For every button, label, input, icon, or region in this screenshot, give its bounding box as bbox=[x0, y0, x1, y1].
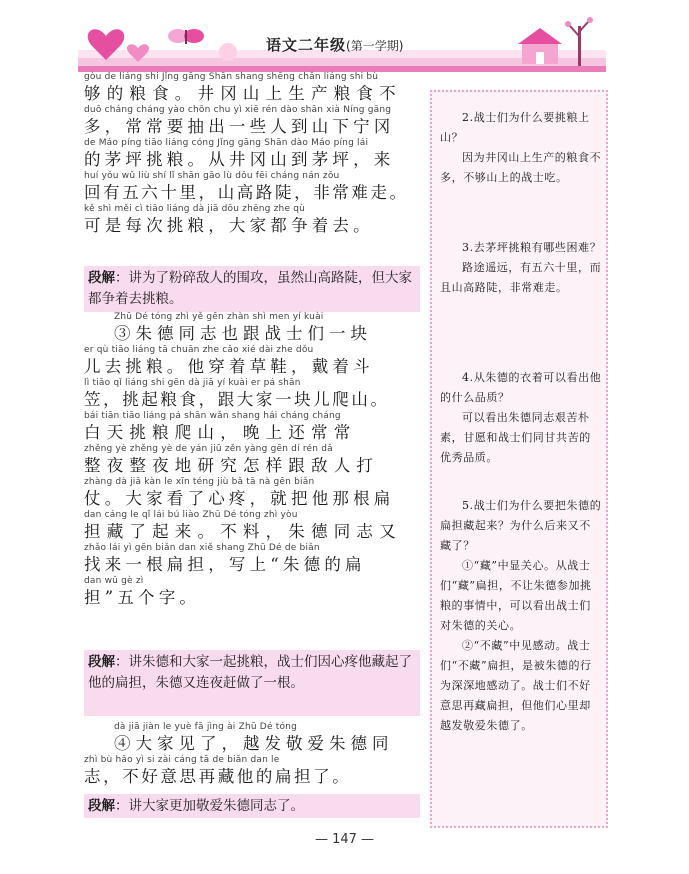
question-text: 5.战士们为什么要把朱德的扁担藏起来？为什么后来又不藏了？ bbox=[440, 499, 602, 552]
study-questions-panel bbox=[430, 90, 608, 828]
pinyin-line: zhǎo lái yì gēn biǎn dan xiě shang Zhū Dé de biǎn bbox=[84, 543, 320, 553]
paragraph-analysis bbox=[84, 266, 420, 312]
text-line bbox=[84, 105, 420, 138]
question-item bbox=[440, 368, 602, 468]
text-line bbox=[84, 411, 420, 444]
pinyin-line: gòu de liáng shi Jǐng gāng Shān shang shēng chǎn liáng shi bù bbox=[84, 72, 379, 82]
chinese-line: 白天挑粮爬山，晚上还常常 bbox=[84, 423, 357, 442]
title-text: 语文二年级 bbox=[266, 36, 347, 54]
butterfly-icon bbox=[168, 29, 204, 44]
title-subtitle: (第一学期) bbox=[346, 39, 404, 53]
chinese-line: 够的粮食。井冈山上生产粮食不 bbox=[84, 84, 402, 103]
analysis-label: 段解 bbox=[88, 654, 115, 670]
text-line bbox=[84, 312, 420, 345]
text-line bbox=[84, 138, 420, 171]
pinyin-line: kě shì měi cì tiāo liáng dà jiā dōu zhēng zhe qù bbox=[84, 204, 306, 214]
chinese-line: 担藏了起来。不料，朱德同志又 bbox=[84, 522, 402, 541]
text-line bbox=[84, 722, 420, 755]
text-line bbox=[84, 510, 420, 543]
pinyin-line: zhàng dà jiā kàn le xīn téng jiù bǎ tā nà gēn biǎn bbox=[84, 477, 315, 487]
chinese-line: 多，常常要抽出一些人到山下宁冈 bbox=[84, 117, 395, 136]
pinyin-line: lì tiāo qǐ liáng shi gēn dà jiā yí kuài er pá shān bbox=[84, 378, 301, 388]
pinyin-line: zhì bù hǎo yì si zài cáng tā de biǎn dan le bbox=[84, 755, 280, 765]
chinese-line: 找来一根扁担，写上“朱德的扁 bbox=[84, 555, 366, 574]
text-line bbox=[84, 543, 420, 576]
pinyin-line: er qù tiāo liáng tā chuān zhe cǎo xié dài zhe dǒu bbox=[84, 345, 314, 355]
chinese-line: 笠，挑起粮食，跟大家一块儿爬山。 bbox=[84, 390, 390, 409]
header-banner bbox=[78, 14, 606, 72]
pinyin-line: bái tiān tiāo liáng pá shān wǎn shang hái cháng cháng bbox=[84, 411, 341, 421]
question-text: 3.去茅坪挑粮有哪些困难？ bbox=[462, 241, 602, 254]
pinyin-line: duō cháng cháng yào chōn chu yì xiē rén dào shān xià Níng gāng bbox=[84, 105, 392, 115]
chinese-line: 儿去挑粮。他穿着草鞋，戴着斗 bbox=[84, 357, 374, 376]
analysis-label: 段解 bbox=[88, 798, 115, 814]
pinyin-line: dan cáng le qǐ lái bú liào Zhū Dé tóng zhì yòu bbox=[84, 510, 298, 520]
answer-text: 因为井冈山上生产的粮食不多，不够山上的战士吃。 bbox=[440, 151, 602, 184]
text-line bbox=[84, 171, 420, 204]
pinyin-line: zhěng yè zhěng yè de yán jiū zěn yàng gēn dí rén dǎ bbox=[84, 444, 333, 454]
text-line bbox=[84, 477, 420, 510]
question-text: 2.战士们为什么要挑粮上山？ bbox=[440, 111, 590, 144]
question-item bbox=[440, 108, 602, 188]
text-line bbox=[84, 204, 420, 237]
text-line bbox=[84, 72, 420, 105]
chinese-line: 担”五个字。 bbox=[84, 588, 201, 607]
chinese-line: 可是每次挑粮，大家都争着去。 bbox=[84, 216, 374, 235]
answer-text: ②“不藏”中见感动。战士们“不藏”扁担，是被朱德的行为深深地感动了。战士们不好意思再藏扁担，但他们心里却越发敬爱朱德了。 bbox=[440, 639, 592, 732]
question-text: 4.从朱德的衣着可以看出他的什么品质？ bbox=[440, 371, 602, 404]
text-line bbox=[84, 444, 420, 477]
analysis-label: 段解 bbox=[88, 270, 115, 286]
text-line bbox=[84, 345, 420, 378]
text-line bbox=[84, 576, 420, 609]
answer-text: ①“藏”中显关心。从战士们“藏”扁担，不让朱德参加挑粮的事情中，可以看出战士们对朱德的关心。 bbox=[440, 559, 592, 632]
page-title bbox=[266, 34, 403, 55]
question-item bbox=[440, 238, 602, 298]
pinyin-line: Zhū Dé tóng zhì yě gēn zhàn shì men yí kuài bbox=[114, 312, 324, 322]
text-line bbox=[84, 378, 420, 411]
main-text bbox=[84, 72, 420, 822]
pinyin-line: de Máo píng tiāo liáng cóng Jǐng gāng Shān dào Máo píng lái bbox=[84, 138, 369, 148]
chinese-line: ④大家见了，越发敬爱朱德同 bbox=[114, 734, 394, 753]
chinese-line: 回有五六十里，山高路陡，非常难走。 bbox=[84, 183, 409, 202]
answer-text: 可以看出朱德同志艰苦朴素，甘愿和战士们同甘共苦的优秀品质。 bbox=[440, 411, 591, 464]
analysis-text: ：讲为了粉碎敌人的围攻，虽然山高路陡，但大家都争着去挑粮。 bbox=[88, 270, 412, 307]
analysis-text: ：讲朱德和大家一起挑粮，战士们因心疼他藏起了他的扁担，朱德又连夜赶做了一根。 bbox=[88, 654, 412, 691]
chinese-line: 整夜整夜地研究怎样跟敌人打 bbox=[84, 456, 380, 475]
pinyin-line: huí yǒu wǔ liù shí lǐ shān gāo lù dǒu fēi cháng nán zǒu bbox=[84, 171, 340, 181]
cottage-icon bbox=[518, 28, 562, 64]
answer-text: 路途遥远，有五六十里，而且山高路陡，非常难走。 bbox=[440, 261, 602, 294]
chinese-line: 仗。大家看了心疼，就把他那根扁 bbox=[84, 489, 395, 508]
chinese-line: ③朱德同志也跟战士们一块 bbox=[114, 324, 372, 343]
chinese-line: 志，不好意思再藏他的扁担了。 bbox=[84, 767, 352, 786]
chinese-line: 的茅坪挑粮。从井冈山到茅坪，来 bbox=[84, 150, 395, 169]
analysis-text: ：讲大家更加敬爱朱德同志了。 bbox=[115, 798, 304, 814]
paragraph-analysis bbox=[84, 650, 420, 716]
page-number: — 147 — bbox=[314, 832, 375, 847]
question-item bbox=[440, 496, 602, 736]
pinyin-line: dà jiā jiàn le yuè fā jìng ài Zhū Dé tóng bbox=[114, 722, 297, 732]
paragraph-analysis bbox=[84, 794, 420, 818]
pinyin-line: dan wǔ gè zì bbox=[84, 576, 144, 586]
sun-icon bbox=[219, 43, 237, 61]
text-line bbox=[84, 755, 420, 788]
